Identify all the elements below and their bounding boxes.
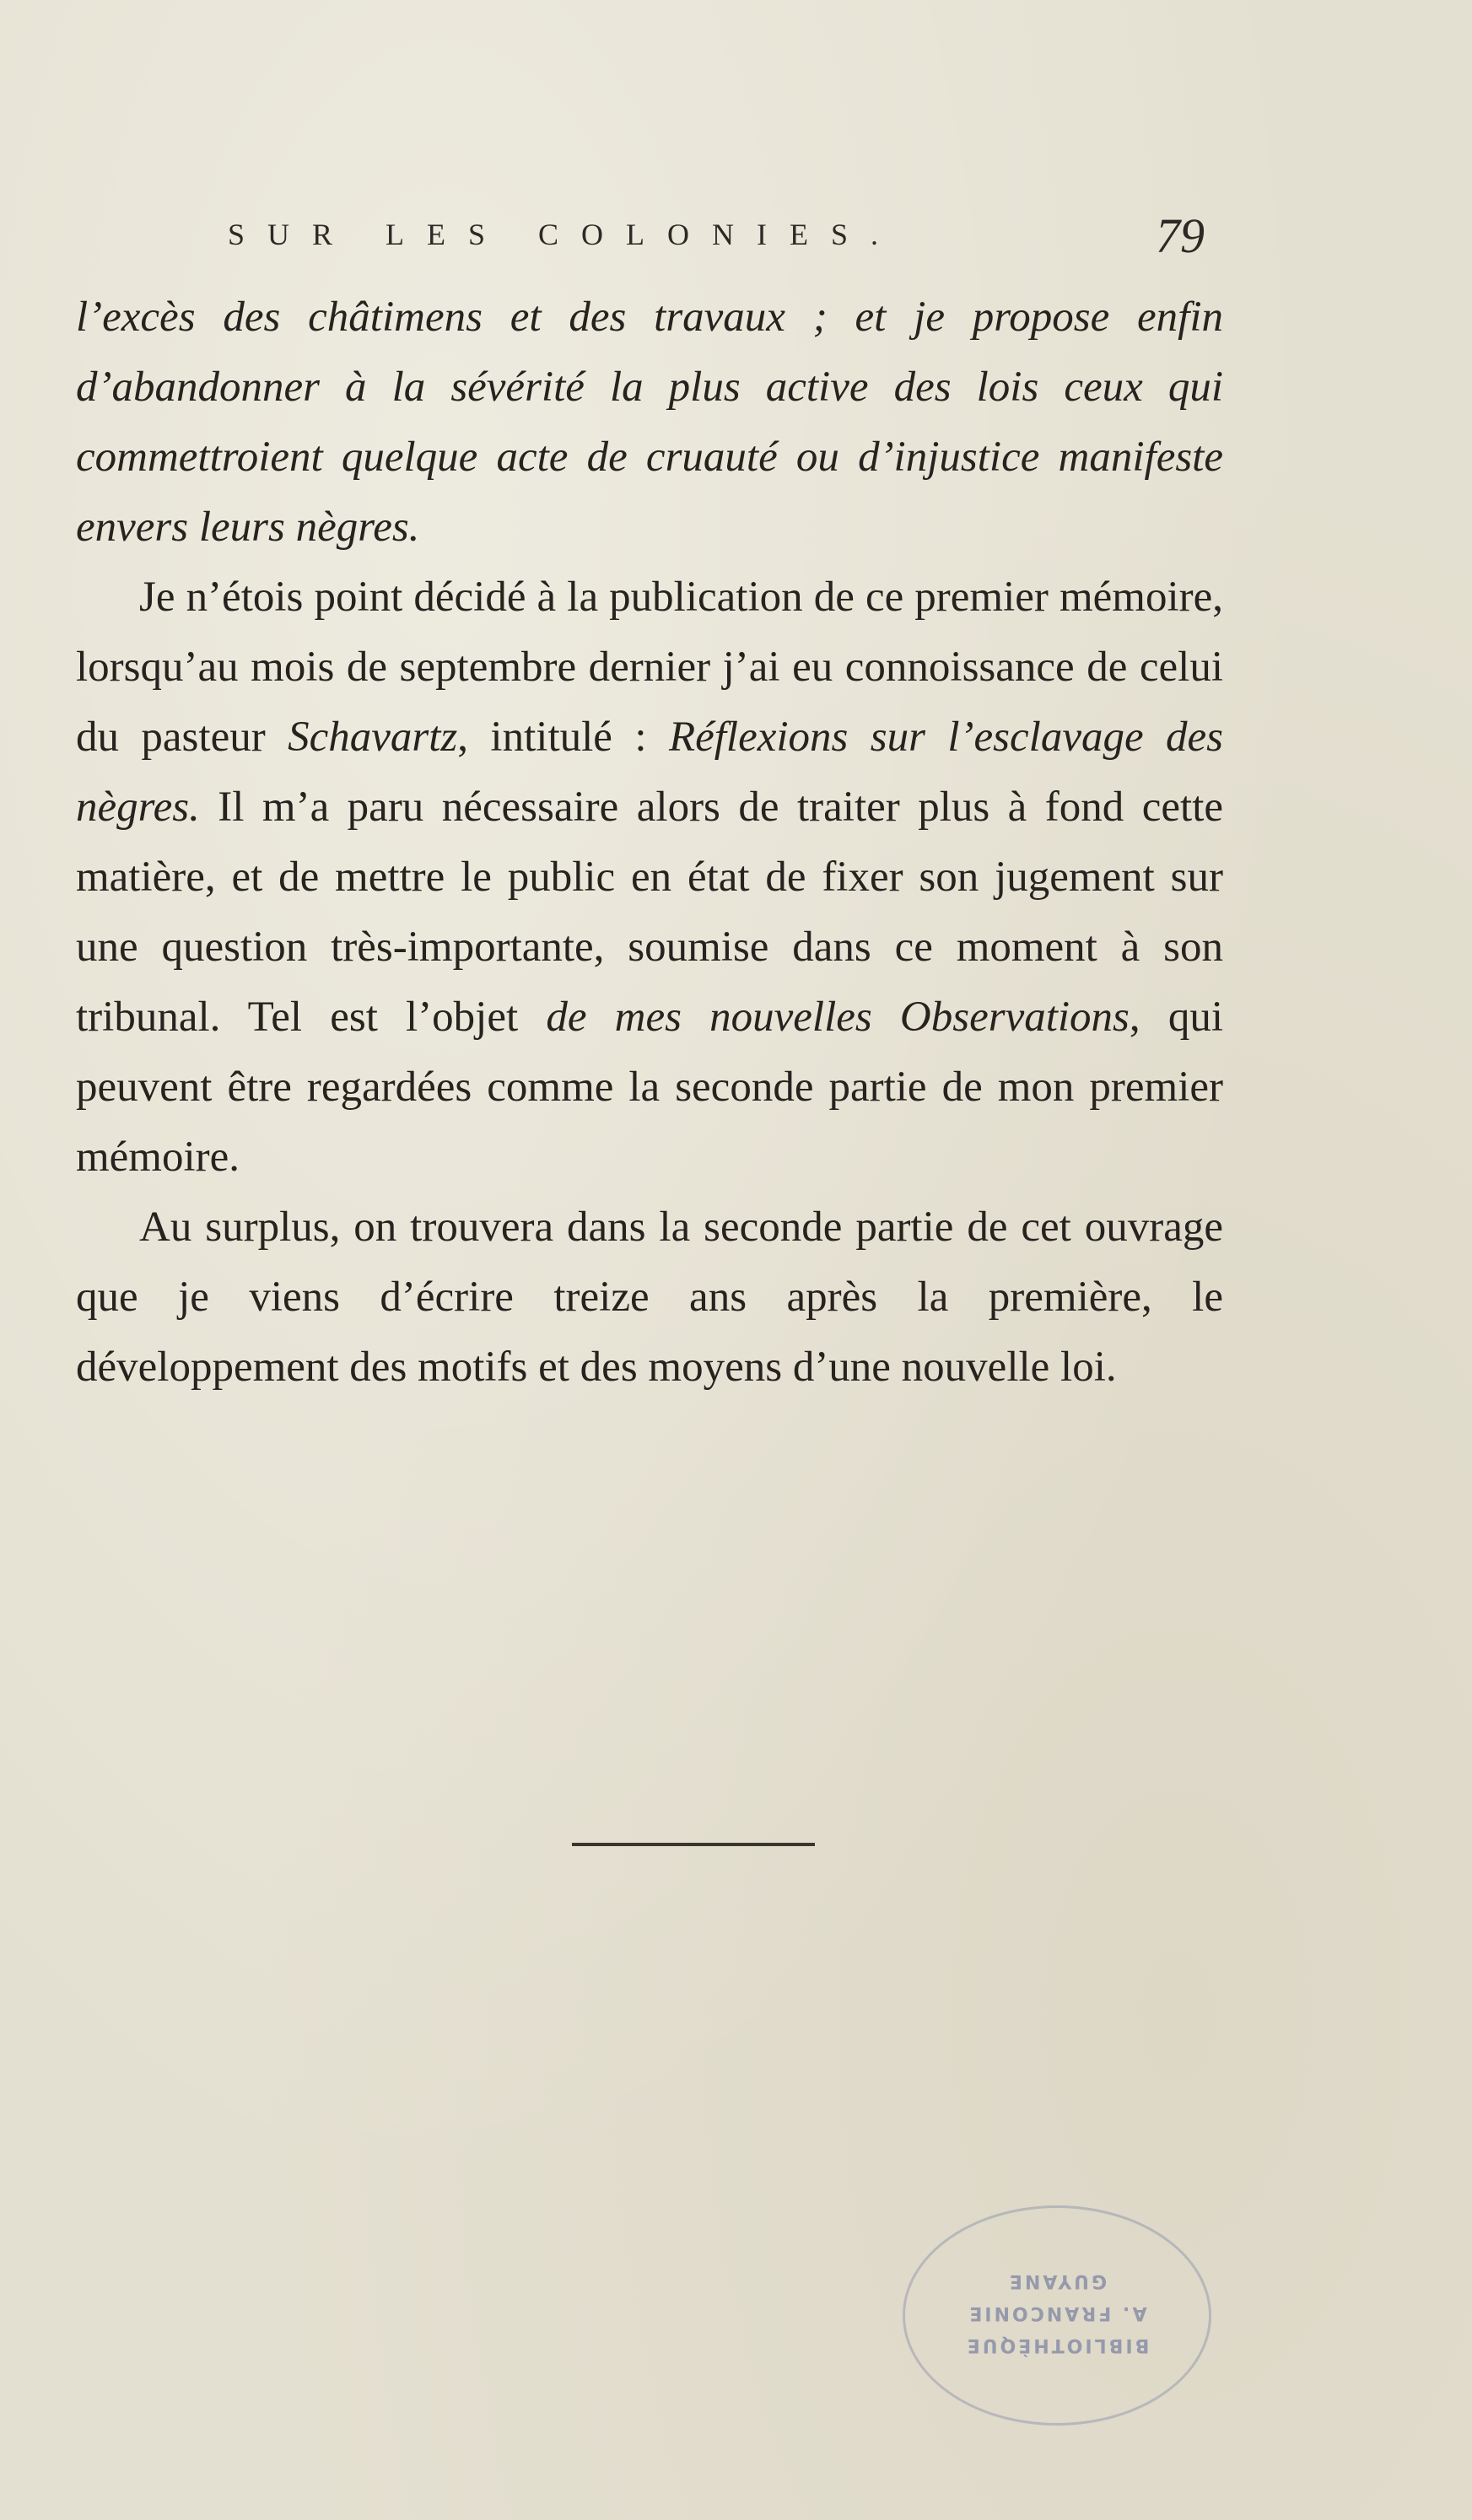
paragraph-2-text-c: Il m’a paru nécessaire alors de traiter plus à fond cette matière, et de mettre le public en état de fixer son jugement sur une question très-importante, soumise dans ce moment à son tribunal. Tel est l’objet <box>76 783 1223 1041</box>
paragraph-2-text-a: Je n’étois point décidé à la publication de ce premier mémoire, lorsqu’au mois de septembre dernier j’ai eu connoissance de celui du pasteur <box>76 573 1223 761</box>
running-head: SUR LES COLONIES. <box>228 218 902 251</box>
section-rule <box>572 1843 815 1846</box>
stamp-line-1: BIBLIOTHÈQUE <box>964 2334 1150 2356</box>
author-name: Schavartz <box>288 713 458 761</box>
page-header <box>228 208 1232 277</box>
library-stamp <box>903 2205 1211 2426</box>
observations-title: de mes nouvelles Observations <box>546 993 1130 1041</box>
stamp-line-2: A. FRANCONIE <box>967 2302 1147 2323</box>
paragraph-2-text-d: , qui peuvent être regardées comme la seconde partie de mon premier mémoire. <box>76 993 1224 1181</box>
paragraph-3: Au surplus, on trouvera dans la seconde partie de cet ouvrage que je viens d’écrire treize ans après la première, le développement des motifs et des moyens d’une nouvelle loi. <box>76 1203 1223 1391</box>
page-number: 79 <box>1156 208 1205 263</box>
paragraph-1: l’excès des châtimens et des travaux ; et je propose enfin d’abandonner à la sévérité la plus active des lois ceux qui commettroient quelque acte de cruauté ou d’injustice manifeste envers leurs nègres. <box>76 293 1223 551</box>
work-title: Réflexions sur l’esclavage des nègres. <box>76 713 1224 831</box>
paragraph-2-text-b: , intitulé : <box>457 713 669 761</box>
stamp-line-3: GUYANE <box>1006 2270 1108 2291</box>
body-text <box>76 283 1223 1403</box>
paragraph-2 <box>76 563 1223 1193</box>
